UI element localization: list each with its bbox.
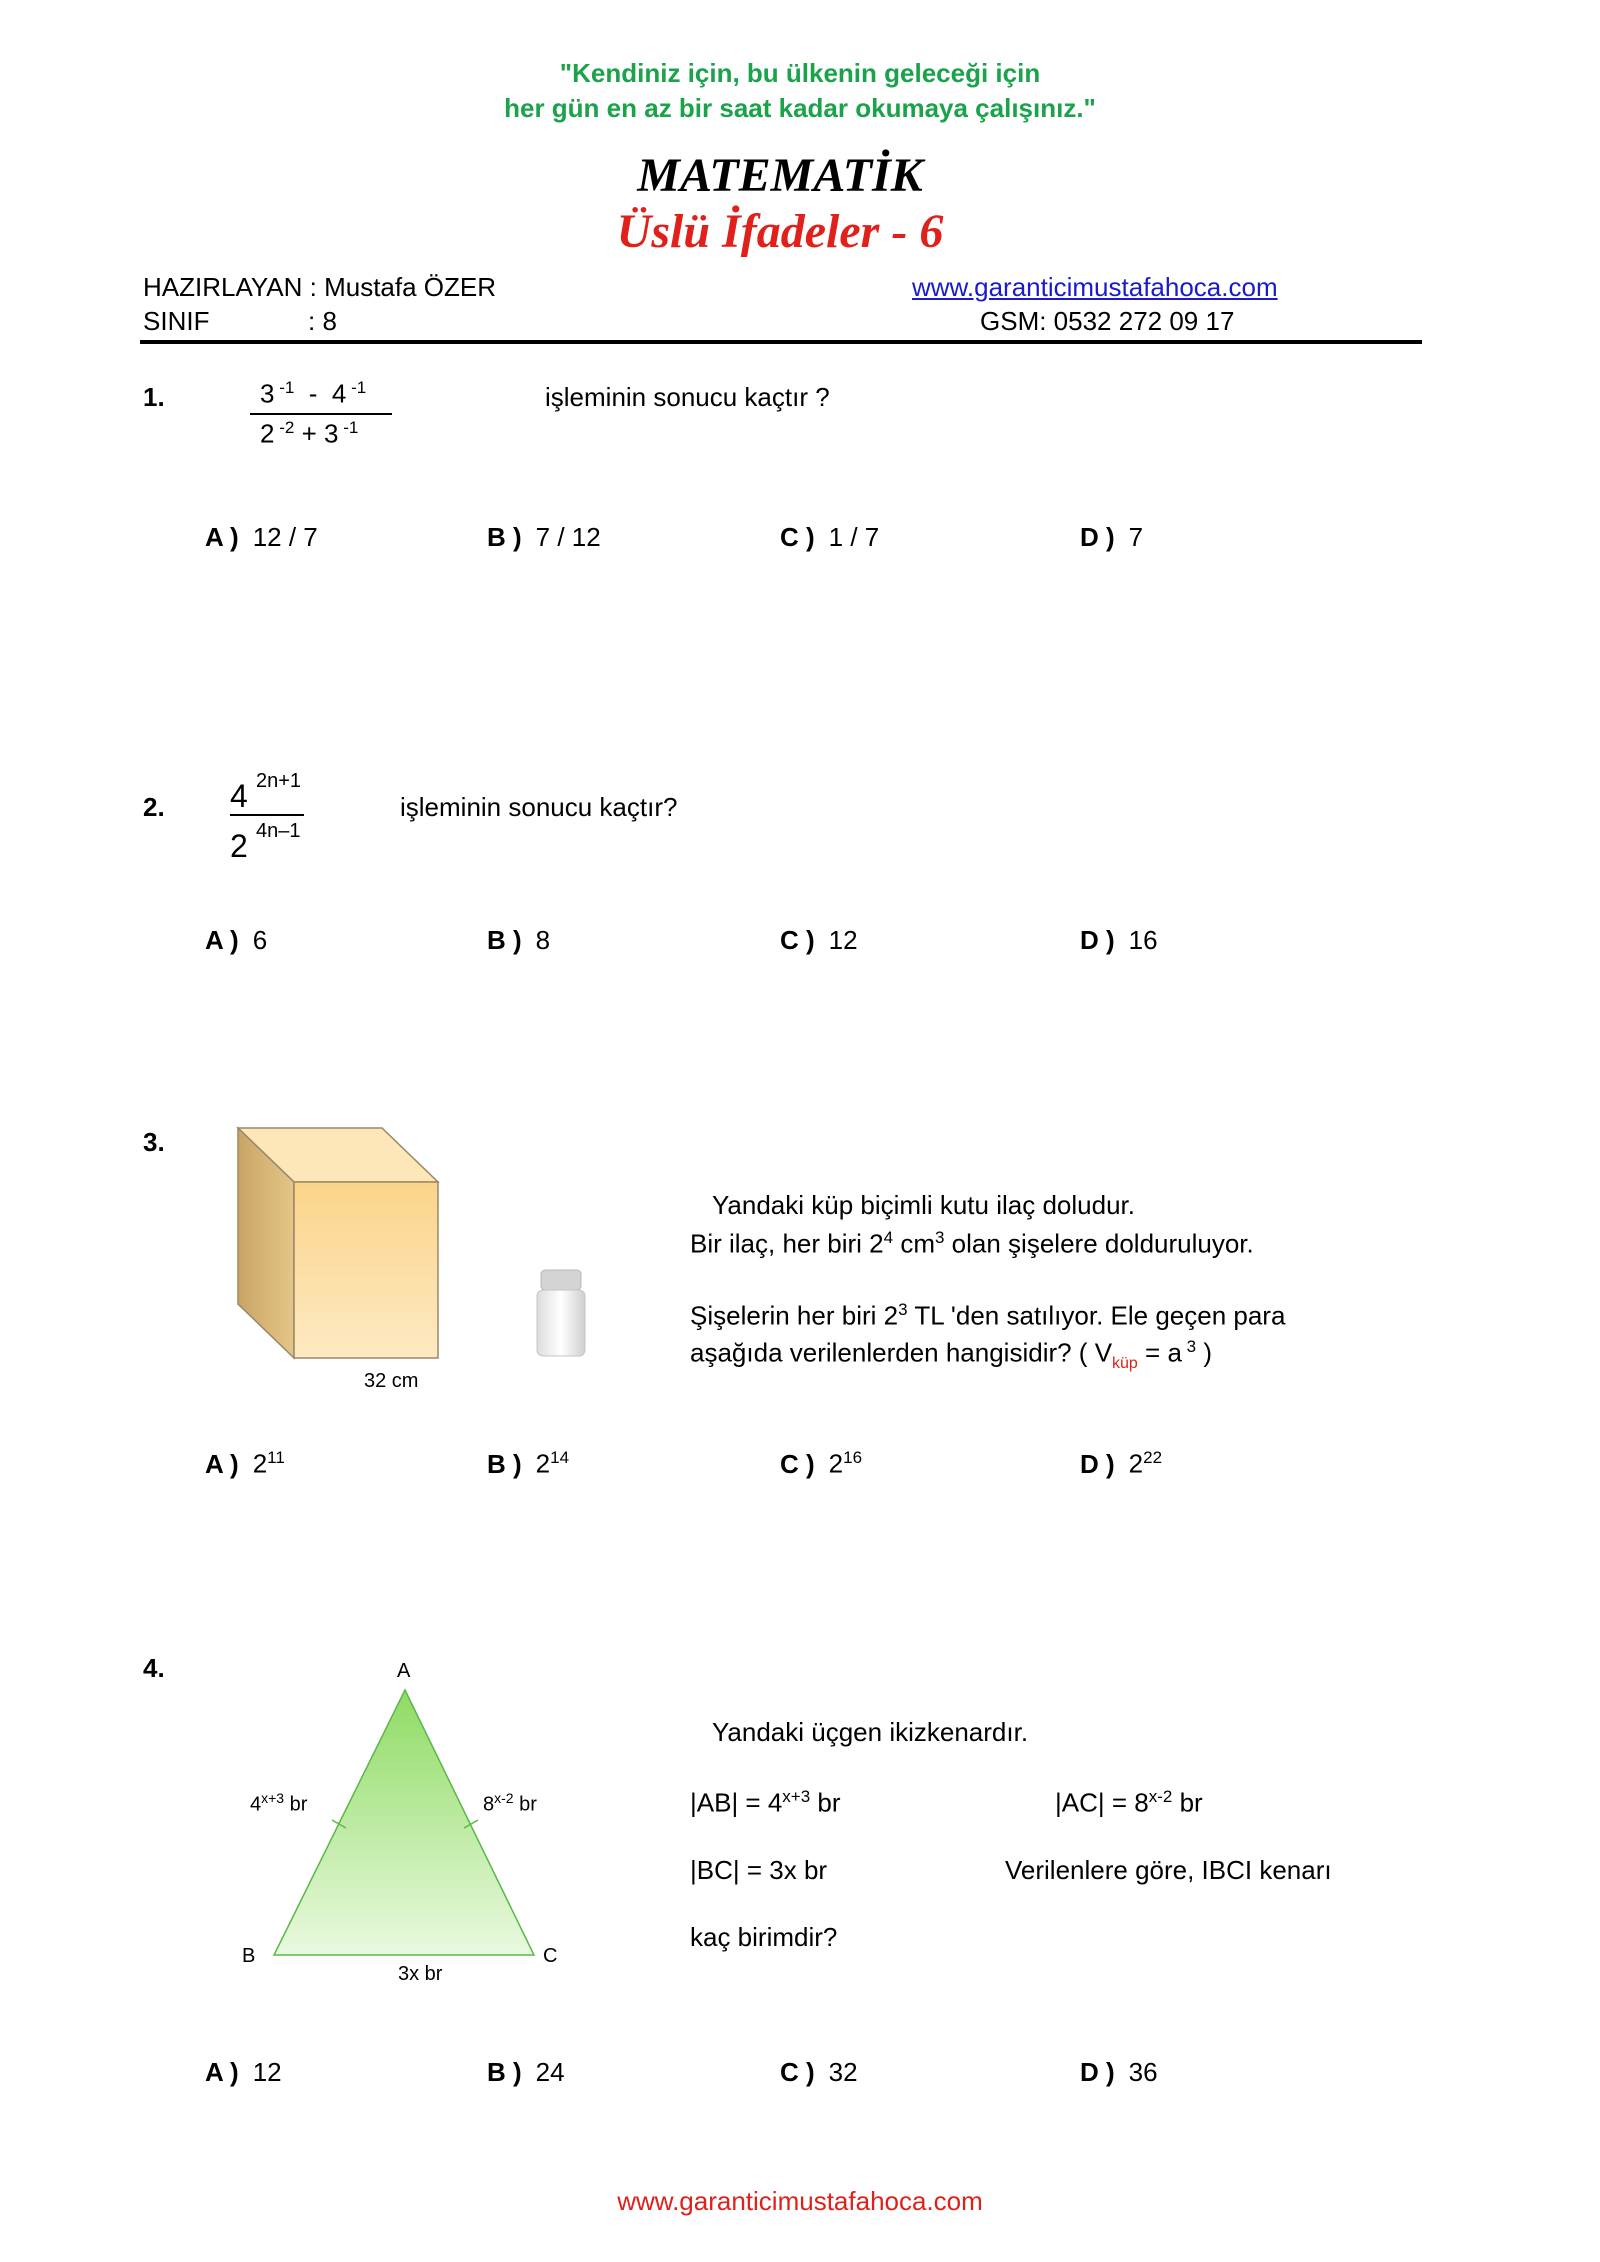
vertex-a-label: A [397, 1660, 411, 1682]
cube-edge-label: 32 cm [364, 1370, 419, 1392]
q4-option-d[interactable]: D ) 36 [1080, 2057, 1158, 2087]
question-4-number: 4. [143, 1653, 165, 1683]
q3-option-b[interactable]: B ) $2^{14}$ [487, 1448, 570, 1479]
side-ab-label: $4^{x+3}$ br [250, 1790, 308, 1816]
question-1-fraction-bar [250, 413, 392, 415]
subject-title: MATEMATİK [637, 149, 923, 202]
website-link[interactable]: www.garanticimustafahoca.com [912, 272, 1278, 302]
vertex-c-label: C [543, 1945, 558, 1967]
cube-front-face [294, 1182, 438, 1358]
topic-title: Üslü İfadeler - 6 [616, 205, 944, 258]
question-2-denominator-exponent: 4n–1 [256, 820, 301, 842]
question-1-numerator: 3 $^{-1}$ - 4 $^{-1}$ [260, 378, 367, 409]
question-2-prompt: işleminin sonucu kaçtır? [400, 792, 678, 822]
q1-option-d[interactable]: D ) 7 [1080, 522, 1144, 552]
question-3-text-line-1: Yandaki küp biçimli kutu ilaç doludur. [712, 1190, 1135, 1220]
question-3-text-line-2: Bir ilaç, her biri $2^4$ $cm^3$ olan şişelere dolduruluyor. [690, 1228, 1254, 1259]
motto-line-2: her gün en az bir saat kadar okumaya çalışınız." [504, 93, 1096, 123]
class-value: : 8 [308, 306, 337, 336]
q3-option-d[interactable]: D ) $2^{22}$ [1080, 1448, 1163, 1479]
question-1-prompt: işleminin sonucu kaçtır ? [545, 382, 830, 412]
question-3-number: 3. [143, 1127, 165, 1157]
author-label: HAZIRLAYAN : Mustafa ÖZER [143, 272, 497, 302]
q2-option-c[interactable]: C ) 12 [780, 925, 858, 955]
question-2-denominator: 2 [230, 828, 248, 864]
vertex-b-label: B [242, 1945, 256, 1967]
question-4-ab-length: $|AB| = 4^{x+3}$ br [690, 1787, 841, 1818]
q1-option-a[interactable]: A ) 12 / 7 [205, 522, 318, 552]
triangle-illustration [250, 1680, 550, 1960]
footer-website[interactable]: www.garanticimustafahoca.com [617, 2186, 983, 2216]
question-4-given-text: Verilenlere göre, IBCI kenarı [1005, 1855, 1332, 1885]
question-4-ac-length: $|AC| = 8^{x-2}$ br [1055, 1787, 1203, 1818]
side-ac-label: 8$^{x-2}$ br [483, 1790, 537, 1816]
header-divider [140, 340, 1422, 344]
q3-option-a[interactable]: A ) $2^{11}$ [205, 1448, 285, 1479]
question-4-bc-length: |BC| = 3x br [690, 1855, 828, 1885]
question-4-ask-text: kaç birimdir? [690, 1922, 838, 1952]
q2-option-b[interactable]: B ) 8 [487, 925, 551, 955]
q1-option-c[interactable]: C ) 1 / 7 [780, 522, 880, 552]
q4-option-c[interactable]: C ) 32 [780, 2057, 858, 2087]
cube-illustration [230, 1120, 500, 1380]
q4-option-b[interactable]: B ) 24 [487, 2057, 565, 2087]
question-2-numerator: 4 [230, 778, 248, 814]
question-2-fraction-bar [230, 814, 304, 816]
question-2-number: 2. [143, 792, 165, 822]
triangle-shape [274, 1690, 534, 1955]
class-label: SINIF [143, 306, 210, 336]
side-bc-label: 3x br [398, 1963, 443, 1985]
motto-line-1: "Kendiniz için, bu ülkenin geleceği için [559, 58, 1041, 88]
question-3-text-line-3: Şişelerin her biri $2^3$ TL 'den satılıyor. Ele geçen para [690, 1300, 1286, 1331]
q4-option-a[interactable]: A ) 12 [205, 2057, 282, 2087]
q1-option-b[interactable]: B ) 7 / 12 [487, 522, 601, 552]
q2-option-a[interactable]: A ) 6 [205, 925, 268, 955]
medicine-bottle-icon [535, 1268, 587, 1360]
question-4-text-line-1: Yandaki üçgen ikizkenardır. [712, 1717, 1029, 1747]
question-3-text-line-4: aşağıda verilenlerden hangisidir? ( $V_{küp} = a$ $^3$ ) [690, 1337, 1212, 1372]
phone-number: GSM: 0532 272 09 17 [980, 306, 1235, 336]
q3-option-c[interactable]: C ) $2^{16}$ [780, 1448, 863, 1479]
question-2-numerator-exponent: 2n+1 [256, 770, 302, 792]
question-1-denominator: 2 $^{-2}$ + 3 $^{-1}$ [260, 418, 359, 449]
question-1-number: 1. [143, 382, 165, 412]
q2-option-d[interactable]: D ) 16 [1080, 925, 1158, 955]
